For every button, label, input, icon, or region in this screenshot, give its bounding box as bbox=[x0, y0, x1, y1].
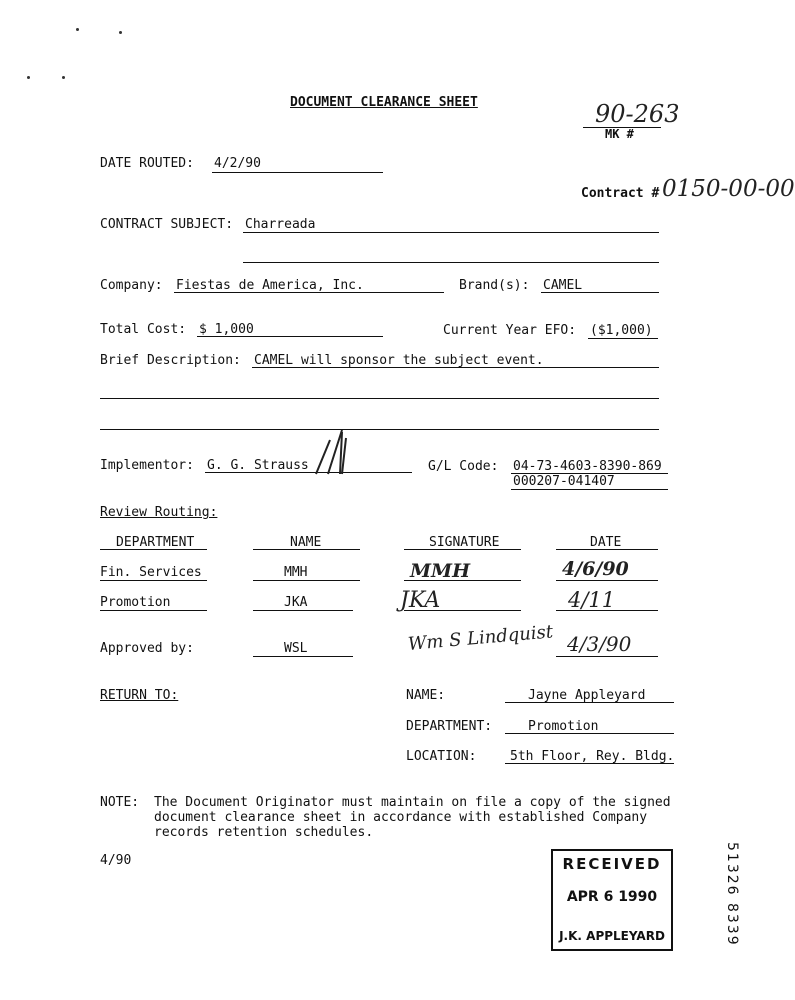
row-name: MMH bbox=[284, 565, 308, 580]
brief-description-line bbox=[252, 367, 659, 368]
date-routed-label: DATE ROUTED: bbox=[100, 156, 194, 171]
brief-description-line-2 bbox=[100, 398, 659, 399]
row-date: 4/6/90 bbox=[562, 558, 629, 580]
col-header-name-line bbox=[253, 549, 360, 550]
col-header-department-line bbox=[100, 549, 207, 550]
note-label: NOTE: bbox=[100, 795, 140, 810]
efo-value: ($1,000) bbox=[590, 323, 653, 338]
company-value: Fiestas de America, Inc. bbox=[176, 278, 364, 293]
gl-code-value-2: 000207-041407 bbox=[513, 474, 615, 489]
approved-by-name-line bbox=[253, 656, 353, 657]
stamp-received: RECEIVED bbox=[562, 855, 662, 873]
company-line bbox=[174, 292, 444, 293]
col-header-department: DEPARTMENT bbox=[116, 535, 195, 550]
brief-description-value: CAMEL will sponsor the subject event. bbox=[254, 353, 544, 368]
row-name: JKA bbox=[284, 595, 308, 610]
col-header-date: DATE bbox=[590, 535, 622, 550]
speck bbox=[62, 76, 65, 79]
efo-label: Current Year EFO: bbox=[443, 323, 577, 338]
approved-by-date: 4/3/90 bbox=[567, 632, 632, 656]
col-header-date-line bbox=[556, 549, 658, 550]
speck bbox=[27, 76, 30, 79]
mk-number-handwritten: 90-263 bbox=[595, 100, 680, 128]
company-label: Company: bbox=[100, 278, 163, 293]
row-name-line bbox=[253, 610, 353, 611]
col-header-signature: SIGNATURE bbox=[429, 535, 500, 550]
stamp-name: J.K. APPLEYARD bbox=[559, 929, 665, 943]
return-department-label: DEPARTMENT: bbox=[406, 719, 493, 734]
mk-label: MK # bbox=[605, 127, 634, 141]
row-department-line bbox=[100, 580, 207, 581]
approved-by-label: Approved by: bbox=[100, 641, 194, 656]
return-name-line bbox=[505, 702, 674, 703]
date-routed-value: 4/2/90 bbox=[214, 156, 261, 171]
total-cost-label: Total Cost: bbox=[100, 322, 187, 337]
total-cost-line bbox=[197, 336, 383, 337]
note-line: The Document Originator must maintain on file a copy of the signed bbox=[154, 795, 671, 810]
contract-subject-line-2 bbox=[243, 262, 659, 263]
approved-by-signature: Wm S Lindquist bbox=[407, 621, 554, 655]
stamp-date: APR 6 1990 bbox=[566, 889, 658, 905]
form-date: 4/90 bbox=[100, 853, 132, 868]
efo-line bbox=[588, 338, 658, 339]
approved-by-date-line bbox=[556, 656, 658, 657]
row-signature: MMH bbox=[410, 560, 471, 582]
note-line: records retention schedules. bbox=[154, 825, 374, 840]
return-to-label: RETURN TO: bbox=[100, 688, 179, 703]
page-title: DOCUMENT CLEARANCE SHEET bbox=[290, 95, 478, 110]
row-date-line bbox=[556, 580, 658, 581]
contract-number-handwritten: 0150-00-00 bbox=[662, 176, 795, 202]
implementor-line bbox=[205, 472, 412, 473]
approved-by-name: WSL bbox=[284, 641, 308, 656]
gl-code-value-1: 04-73-4603-8390-869 bbox=[513, 459, 662, 474]
row-date: 4/11 bbox=[568, 588, 616, 612]
implementor-initials-mark bbox=[312, 426, 358, 478]
col-header-name: NAME bbox=[290, 535, 322, 550]
row-date-line bbox=[556, 610, 658, 611]
return-name-label: NAME: bbox=[406, 688, 446, 703]
gl-code-line-2 bbox=[511, 489, 668, 490]
speck bbox=[76, 28, 79, 31]
row-department-line bbox=[100, 610, 207, 611]
implementor-label: Implementor: bbox=[100, 458, 194, 473]
row-signature-line bbox=[404, 580, 521, 581]
brief-description-line-3 bbox=[100, 429, 659, 430]
return-location-value: 5th Floor, Rey. Bldg. bbox=[510, 749, 675, 764]
received-stamp bbox=[551, 849, 673, 951]
implementor-value: G. G. Strauss bbox=[207, 458, 309, 473]
review-routing-title: Review Routing: bbox=[100, 505, 218, 520]
speck bbox=[119, 31, 122, 34]
row-name-line bbox=[253, 580, 360, 581]
row-department: Promotion bbox=[100, 595, 171, 610]
note-line: document clearance sheet in accordance with established Company bbox=[154, 810, 648, 825]
brands-value: CAMEL bbox=[543, 278, 583, 293]
return-location-line bbox=[505, 763, 674, 764]
return-department-line bbox=[505, 733, 674, 734]
gl-code-label: G/L Code: bbox=[428, 459, 499, 474]
row-signature: JKA bbox=[400, 588, 441, 613]
document-number: 51326 8339 bbox=[724, 842, 740, 947]
brands-label: Brand(s): bbox=[459, 278, 530, 293]
brief-description-label: Brief Description: bbox=[100, 353, 241, 368]
total-cost-value: $ 1,000 bbox=[199, 322, 254, 337]
contract-subject-value: Charreada bbox=[245, 217, 316, 232]
return-department-value: Promotion bbox=[528, 719, 599, 734]
contract-subject-label: CONTRACT SUBJECT: bbox=[100, 217, 234, 232]
row-signature-line bbox=[404, 610, 521, 611]
brands-line bbox=[541, 292, 659, 293]
row-department: Fin. Services bbox=[100, 565, 202, 580]
contract-number-label: Contract # bbox=[581, 186, 660, 201]
date-routed-line bbox=[212, 172, 383, 173]
col-header-signature-line bbox=[404, 549, 521, 550]
return-location-label: LOCATION: bbox=[406, 749, 477, 764]
return-name-value: Jayne Appleyard bbox=[528, 688, 646, 703]
contract-subject-line bbox=[243, 232, 659, 233]
